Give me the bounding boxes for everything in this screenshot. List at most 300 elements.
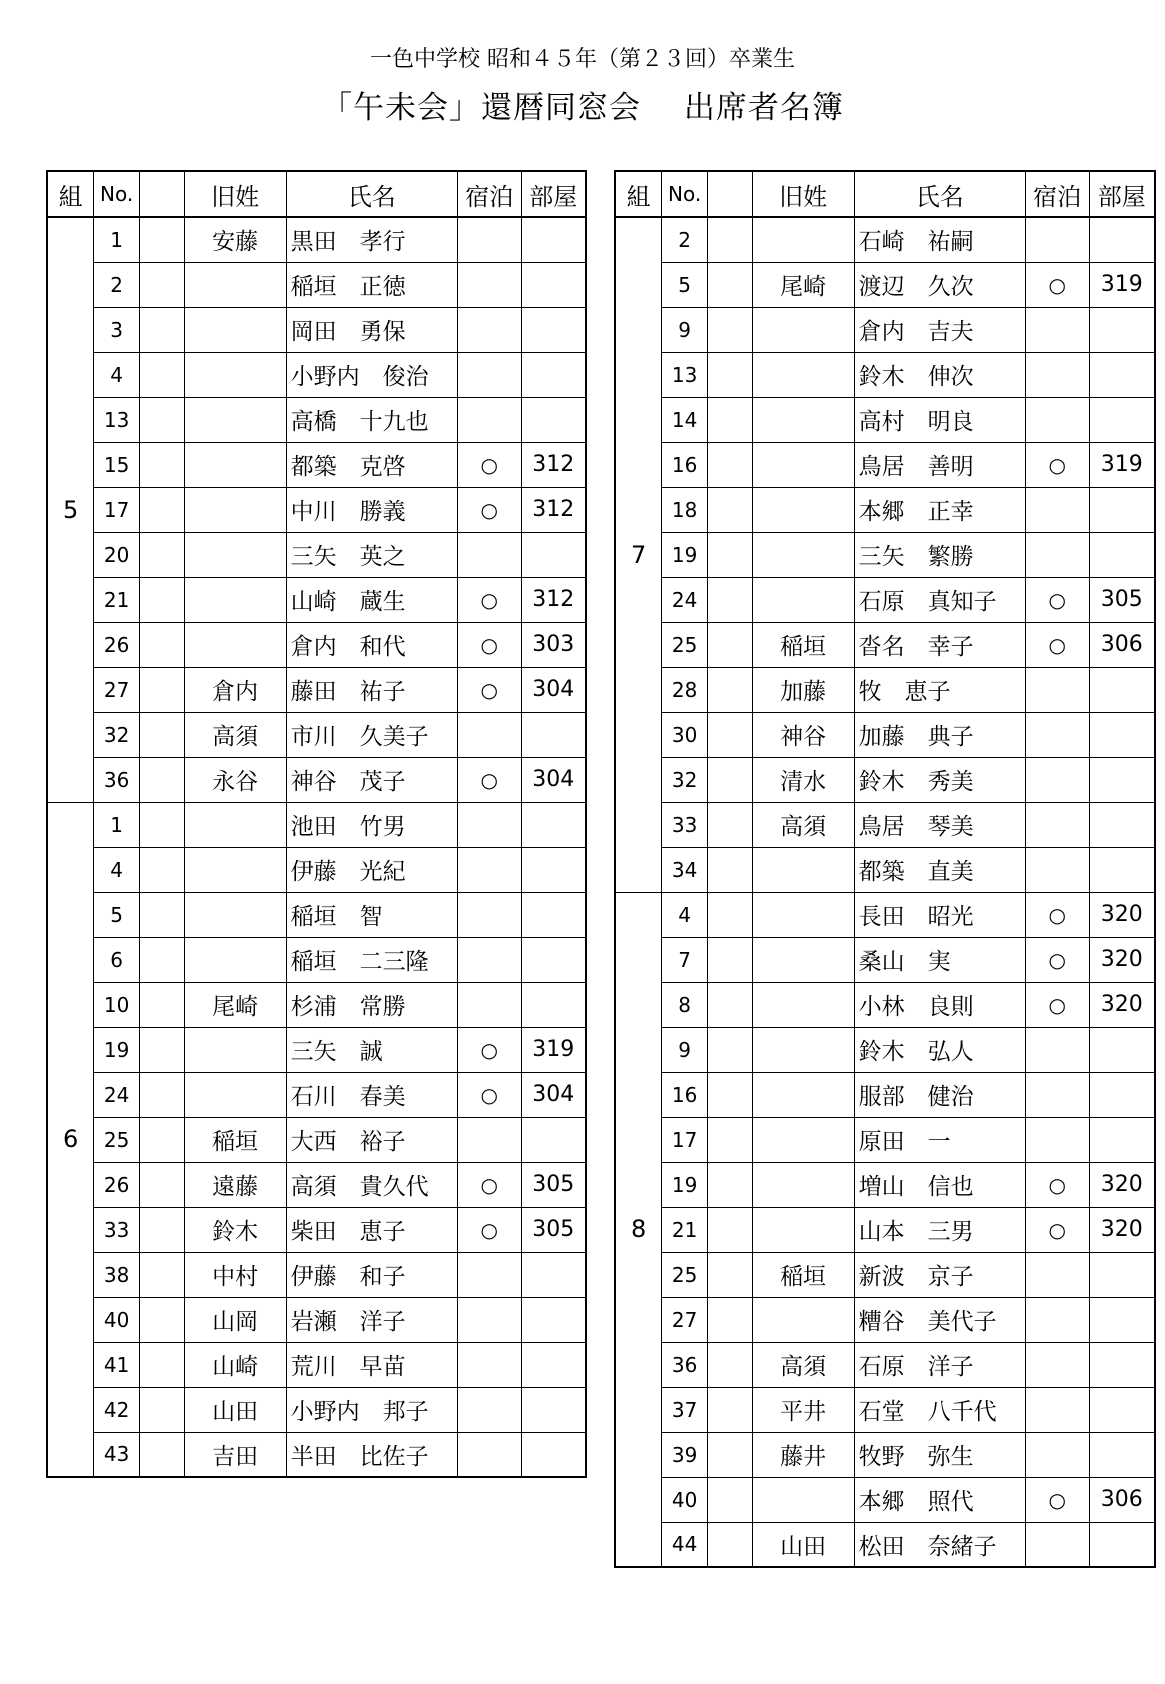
overnight-mark [1025, 1027, 1089, 1072]
overnight-mark: ○ [457, 1027, 521, 1072]
room-number: 312 [521, 442, 586, 487]
blank-cell [139, 1027, 184, 1072]
blank-cell [707, 352, 752, 397]
room-number: 319 [1089, 442, 1155, 487]
row-number: 27 [94, 667, 140, 712]
attendee-name: 長田 昭光 [854, 892, 1025, 937]
row-number: 36 [94, 757, 140, 802]
overnight-mark: ○ [457, 577, 521, 622]
overnight-mark [1025, 487, 1089, 532]
table-row [47, 1162, 586, 1207]
row-number: 26 [94, 1162, 140, 1207]
former-surname [184, 397, 286, 442]
table-row [615, 1207, 1155, 1252]
table-row [615, 1522, 1155, 1567]
room-number [521, 307, 586, 352]
table-row [47, 442, 586, 487]
table-row [47, 622, 586, 667]
blank-cell [707, 802, 752, 847]
attendee-name: 鈴木 弘人 [854, 1027, 1025, 1072]
room-number [521, 982, 586, 1027]
blank-cell [707, 712, 752, 757]
row-number: 4 [94, 847, 140, 892]
blank-cell [707, 1297, 752, 1342]
column-header-stay: 宿泊 [457, 171, 521, 217]
roster-table-right [614, 170, 1156, 1568]
attendee-name: 小林 良則 [854, 982, 1025, 1027]
table-row [47, 667, 586, 712]
room-number [1089, 1342, 1155, 1387]
blank-cell [707, 757, 752, 802]
former-surname [752, 217, 854, 262]
former-surname: 藤井 [752, 1432, 854, 1477]
row-number: 36 [662, 1342, 708, 1387]
attendee-name: 稲垣 正徳 [286, 262, 457, 307]
table-row [47, 397, 586, 442]
overnight-mark [1025, 802, 1089, 847]
room-number [1089, 1117, 1155, 1162]
former-surname [184, 442, 286, 487]
row-number: 42 [94, 1387, 140, 1432]
row-number: 5 [662, 262, 708, 307]
table-row [615, 757, 1155, 802]
row-number: 25 [94, 1117, 140, 1162]
attendee-name: 渡辺 久次 [854, 262, 1025, 307]
former-surname: 高須 [752, 802, 854, 847]
blank-cell [707, 1387, 752, 1432]
row-number: 32 [94, 712, 140, 757]
row-number: 4 [94, 352, 140, 397]
overnight-mark [457, 802, 521, 847]
overnight-mark [1025, 217, 1089, 262]
table-row [47, 532, 586, 577]
room-number [1089, 397, 1155, 442]
room-number [521, 1342, 586, 1387]
row-number: 9 [662, 307, 708, 352]
row-number: 40 [662, 1477, 708, 1522]
former-surname: 鈴木 [184, 1207, 286, 1252]
attendee-name: 都築 直美 [854, 847, 1025, 892]
row-number: 32 [662, 757, 708, 802]
attendee-name: 高村 明良 [854, 397, 1025, 442]
row-number: 2 [94, 262, 140, 307]
table-row [47, 1342, 586, 1387]
overnight-mark: ○ [1025, 937, 1089, 982]
table-row [47, 1027, 586, 1072]
overnight-mark: ○ [457, 622, 521, 667]
attendee-name: 石崎 祐嗣 [854, 217, 1025, 262]
overnight-mark [1025, 847, 1089, 892]
row-number: 4 [662, 892, 708, 937]
former-surname: 平井 [752, 1387, 854, 1432]
room-number [1089, 1387, 1155, 1432]
row-number: 6 [94, 937, 140, 982]
attendee-name: 岡田 勇保 [286, 307, 457, 352]
overnight-mark [457, 307, 521, 352]
former-surname: 中村 [184, 1252, 286, 1297]
overnight-mark [457, 397, 521, 442]
blank-cell [707, 397, 752, 442]
table-row [615, 352, 1155, 397]
room-number: 320 [1089, 1207, 1155, 1252]
room-number [521, 892, 586, 937]
table-row [615, 712, 1155, 757]
attendee-name: 桑山 実 [854, 937, 1025, 982]
room-number: 312 [521, 487, 586, 532]
room-number [521, 712, 586, 757]
blank-cell [139, 1162, 184, 1207]
former-surname: 山岡 [184, 1297, 286, 1342]
overnight-mark [457, 712, 521, 757]
table-row [615, 937, 1155, 982]
blank-cell [707, 1117, 752, 1162]
former-surname [752, 1117, 854, 1162]
room-number: 319 [521, 1027, 586, 1072]
attendee-name: 高橋 十九也 [286, 397, 457, 442]
room-number [1089, 532, 1155, 577]
attendee-name: 加藤 典子 [854, 712, 1025, 757]
blank-cell [707, 577, 752, 622]
blank-cell [707, 937, 752, 982]
row-number: 9 [662, 1027, 708, 1072]
former-surname: 山崎 [184, 1342, 286, 1387]
former-surname [752, 937, 854, 982]
former-surname [752, 442, 854, 487]
former-surname [752, 577, 854, 622]
room-number: 304 [521, 667, 586, 712]
table-row [615, 1477, 1155, 1522]
row-number: 19 [662, 1162, 708, 1207]
blank-cell [707, 262, 752, 307]
blank-cell [707, 667, 752, 712]
former-surname [184, 262, 286, 307]
room-number [1089, 217, 1155, 262]
attendee-name: 牧野 弥生 [854, 1432, 1025, 1477]
room-number: 319 [1089, 262, 1155, 307]
overnight-mark: ○ [457, 757, 521, 802]
room-number [1089, 1027, 1155, 1072]
table-row [615, 1432, 1155, 1477]
row-number: 43 [94, 1432, 140, 1477]
attendee-name: 倉内 和代 [286, 622, 457, 667]
column-header-group: 組 [615, 171, 662, 217]
former-surname: 安藤 [184, 217, 286, 262]
row-number: 30 [662, 712, 708, 757]
overnight-mark: ○ [1025, 442, 1089, 487]
blank-cell [139, 487, 184, 532]
room-number: 303 [521, 622, 586, 667]
row-number: 20 [94, 532, 140, 577]
room-number [1089, 802, 1155, 847]
document-subtitle: 一色中学校 昭和４５年（第２３回）卒業生 [370, 47, 795, 72]
row-number: 27 [662, 1297, 708, 1342]
column-header-kyusei: 旧姓 [184, 171, 286, 217]
blank-cell [139, 1297, 184, 1342]
room-number [1089, 712, 1155, 757]
table-row [615, 577, 1155, 622]
blank-cell [139, 847, 184, 892]
overnight-mark: ○ [1025, 892, 1089, 937]
blank-cell [139, 712, 184, 757]
former-surname: 稲垣 [752, 1252, 854, 1297]
table-row [47, 712, 586, 757]
room-number: 305 [521, 1162, 586, 1207]
blank-cell [139, 532, 184, 577]
overnight-mark [457, 1297, 521, 1342]
room-number [1089, 1522, 1155, 1567]
blank-cell [707, 1342, 752, 1387]
room-number: 305 [521, 1207, 586, 1252]
room-number: 320 [1089, 982, 1155, 1027]
attendee-name: 鳥居 琴美 [854, 802, 1025, 847]
attendee-name: 山崎 蔵生 [286, 577, 457, 622]
overnight-mark: ○ [457, 1072, 521, 1117]
room-number [521, 1297, 586, 1342]
attendee-name: 石川 春美 [286, 1072, 457, 1117]
former-surname [752, 1072, 854, 1117]
blank-cell [707, 892, 752, 937]
attendee-name: 神谷 茂子 [286, 757, 457, 802]
row-number: 1 [94, 802, 140, 847]
blank-cell [139, 352, 184, 397]
blank-cell [707, 1477, 752, 1522]
blank-cell [139, 622, 184, 667]
attendee-name: 鈴木 伸次 [854, 352, 1025, 397]
blank-cell [139, 1342, 184, 1387]
document-title: 「午未会」還暦同窓会 出席者名簿 [321, 90, 844, 126]
overnight-mark [457, 937, 521, 982]
column-header-blank [707, 171, 752, 217]
overnight-mark: ○ [457, 442, 521, 487]
table-row [615, 1387, 1155, 1432]
blank-cell [707, 1072, 752, 1117]
blank-cell [139, 217, 184, 262]
table-row [47, 1387, 586, 1432]
attendee-name: 糟谷 美代子 [854, 1297, 1025, 1342]
row-number: 13 [94, 397, 140, 442]
attendee-name: 本郷 照代 [854, 1477, 1025, 1522]
room-number [521, 937, 586, 982]
overnight-mark [457, 532, 521, 577]
overnight-mark: ○ [457, 1207, 521, 1252]
overnight-mark: ○ [1025, 1477, 1089, 1522]
former-surname: 永谷 [184, 757, 286, 802]
table-row [615, 487, 1155, 532]
room-number [1089, 667, 1155, 712]
overnight-mark: ○ [1025, 982, 1089, 1027]
row-number: 21 [94, 577, 140, 622]
row-number: 10 [94, 982, 140, 1027]
overnight-mark: ○ [457, 487, 521, 532]
table-row [615, 1297, 1155, 1342]
table-row [615, 217, 1155, 262]
room-number [1089, 1072, 1155, 1117]
table-row [615, 307, 1155, 352]
attendee-name: 都築 克啓 [286, 442, 457, 487]
blank-cell [707, 1522, 752, 1567]
former-surname [184, 622, 286, 667]
table-row [47, 757, 586, 802]
room-number: 312 [521, 577, 586, 622]
room-number [521, 397, 586, 442]
former-surname [752, 892, 854, 937]
room-number: 320 [1089, 937, 1155, 982]
row-number: 15 [94, 442, 140, 487]
attendee-name: 半田 比佐子 [286, 1432, 457, 1477]
attendee-name: 牧 恵子 [854, 667, 1025, 712]
blank-cell [707, 487, 752, 532]
row-number: 21 [662, 1207, 708, 1252]
table-row [47, 352, 586, 397]
room-number: 320 [1089, 892, 1155, 937]
table-row [615, 892, 1155, 937]
table-row [47, 1432, 586, 1477]
row-number: 14 [662, 397, 708, 442]
overnight-mark [457, 352, 521, 397]
table-row [47, 487, 586, 532]
overnight-mark: ○ [1025, 262, 1089, 307]
attendee-name: 石原 洋子 [854, 1342, 1025, 1387]
overnight-mark [1025, 1252, 1089, 1297]
table-row [47, 1252, 586, 1297]
room-number [521, 802, 586, 847]
row-number: 16 [662, 1072, 708, 1117]
table-row [47, 262, 586, 307]
room-number: 306 [1089, 622, 1155, 667]
blank-cell [707, 982, 752, 1027]
row-number: 8 [662, 982, 708, 1027]
attendee-name: 原田 一 [854, 1117, 1025, 1162]
overnight-mark [1025, 757, 1089, 802]
former-surname: 稲垣 [752, 622, 854, 667]
table-row [47, 802, 586, 847]
former-surname: 加藤 [752, 667, 854, 712]
former-surname [752, 352, 854, 397]
room-number: 304 [521, 757, 586, 802]
attendee-name: 山本 三男 [854, 1207, 1025, 1252]
row-number: 34 [662, 847, 708, 892]
row-number: 44 [662, 1522, 708, 1567]
header-row [615, 171, 1155, 217]
overnight-mark [457, 217, 521, 262]
blank-cell [139, 307, 184, 352]
former-surname [184, 802, 286, 847]
overnight-mark [457, 1387, 521, 1432]
overnight-mark [457, 1432, 521, 1477]
table-row [47, 1297, 586, 1342]
former-surname [752, 397, 854, 442]
former-surname: 高須 [752, 1342, 854, 1387]
blank-cell [707, 1252, 752, 1297]
overnight-mark [457, 1117, 521, 1162]
former-surname [752, 1207, 854, 1252]
former-surname: 稲垣 [184, 1117, 286, 1162]
table-row [615, 262, 1155, 307]
row-number: 2 [662, 217, 708, 262]
blank-cell [139, 442, 184, 487]
table-row [47, 1117, 586, 1162]
row-number: 5 [94, 892, 140, 937]
overnight-mark [1025, 307, 1089, 352]
row-number: 3 [94, 307, 140, 352]
former-surname [752, 1297, 854, 1342]
blank-cell [139, 397, 184, 442]
overnight-mark [1025, 397, 1089, 442]
former-surname [184, 532, 286, 577]
former-surname [184, 352, 286, 397]
former-surname [752, 847, 854, 892]
table-row [615, 1162, 1155, 1207]
blank-cell [139, 577, 184, 622]
blank-cell [707, 1207, 752, 1252]
room-number: 304 [521, 1072, 586, 1117]
attendee-name: 荒川 早苗 [286, 1342, 457, 1387]
attendee-name: 岩瀬 洋子 [286, 1297, 457, 1342]
overnight-mark [1025, 667, 1089, 712]
attendee-name: 稲垣 二三隆 [286, 937, 457, 982]
former-surname [184, 487, 286, 532]
former-surname: 高須 [184, 712, 286, 757]
row-number: 17 [662, 1117, 708, 1162]
former-surname [184, 937, 286, 982]
overnight-mark: ○ [457, 1162, 521, 1207]
overnight-mark [457, 1342, 521, 1387]
row-number: 7 [662, 937, 708, 982]
row-number: 39 [662, 1432, 708, 1477]
overnight-mark [1025, 1117, 1089, 1162]
room-number [521, 1432, 586, 1477]
column-header-blank [139, 171, 184, 217]
room-number [521, 1252, 586, 1297]
former-surname [184, 1027, 286, 1072]
column-header-name: 氏名 [854, 171, 1025, 217]
row-number: 16 [662, 442, 708, 487]
column-header-room: 部屋 [1089, 171, 1155, 217]
room-number: 305 [1089, 577, 1155, 622]
row-number: 24 [662, 577, 708, 622]
overnight-mark [1025, 352, 1089, 397]
blank-cell [707, 442, 752, 487]
room-number [521, 847, 586, 892]
attendee-name: 新波 京子 [854, 1252, 1025, 1297]
column-header-name: 氏名 [286, 171, 457, 217]
table-row [615, 1027, 1155, 1072]
former-surname [752, 307, 854, 352]
overnight-mark [1025, 1342, 1089, 1387]
attendee-name: 三矢 繁勝 [854, 532, 1025, 577]
blank-cell [139, 1207, 184, 1252]
blank-cell [139, 1252, 184, 1297]
room-number [521, 352, 586, 397]
table-row [615, 667, 1155, 712]
former-surname: 遠藤 [184, 1162, 286, 1207]
overnight-mark [1025, 1387, 1089, 1432]
overnight-mark: ○ [457, 667, 521, 712]
column-header-no: No. [662, 171, 708, 217]
blank-cell [707, 622, 752, 667]
attendee-name: 杉浦 常勝 [286, 982, 457, 1027]
attendee-name: 黒田 孝行 [286, 217, 457, 262]
blank-cell [139, 982, 184, 1027]
table-row [47, 982, 586, 1027]
overnight-mark [1025, 1522, 1089, 1567]
room-number [1089, 1252, 1155, 1297]
attendee-name: 石原 真知子 [854, 577, 1025, 622]
row-number: 26 [94, 622, 140, 667]
table-row [615, 1072, 1155, 1117]
overnight-mark [457, 892, 521, 937]
former-surname: 山田 [752, 1522, 854, 1567]
